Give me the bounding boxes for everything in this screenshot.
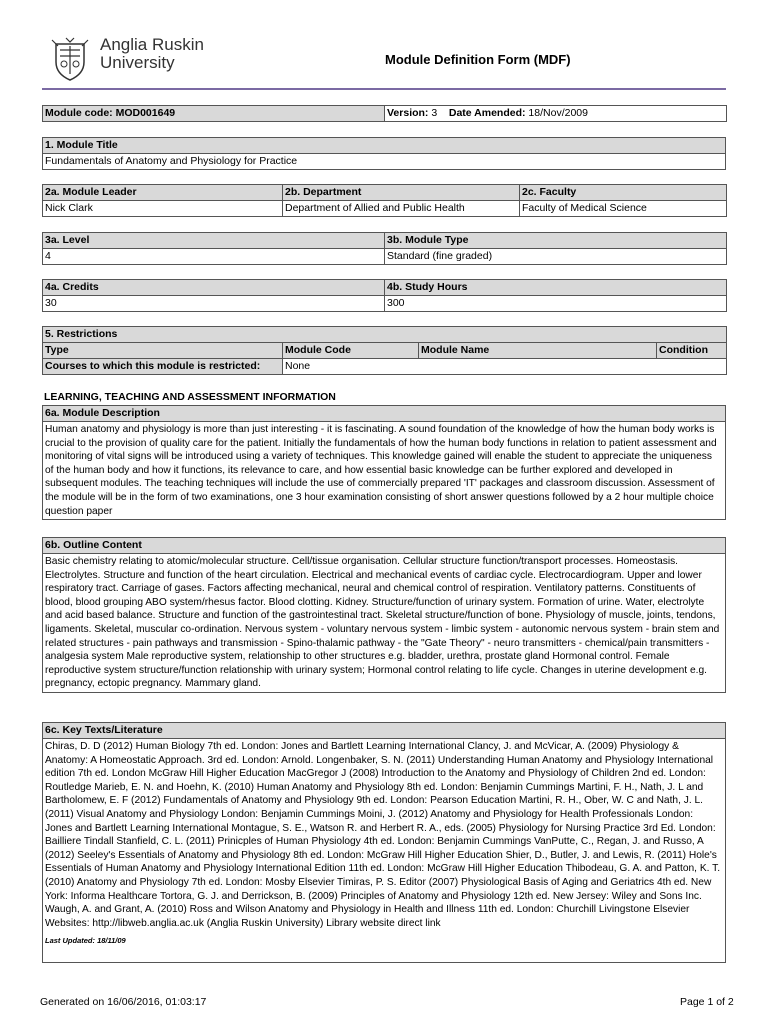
module-title-label: 1. Module Title (43, 138, 726, 154)
university-crest-icon (50, 36, 90, 82)
credits-value: 30 (43, 296, 385, 312)
credits-table (42, 279, 727, 312)
restrictions-label: 5. Restrictions (43, 327, 727, 343)
restricted-courses-label: Courses to which this module is restricted: (43, 359, 283, 375)
header-rule (42, 88, 726, 90)
credits-label: 4a. Credits (43, 280, 385, 296)
version-value: 3 (431, 107, 438, 119)
version-label: Version: (387, 107, 429, 119)
version-cell (385, 106, 727, 122)
outline-content-label: 6b. Outline Content (43, 538, 726, 554)
key-texts-label: 6c. Key Texts/Literature (43, 723, 726, 739)
faculty-value: Faculty of Medical Science (520, 201, 727, 217)
module-code-table (42, 105, 727, 122)
outline-content-table (42, 537, 726, 693)
col-type: Type (43, 343, 283, 359)
col-condition: Condition (657, 343, 727, 359)
page-number: Page 1 of 2 (680, 996, 734, 1008)
logo-wordmark (100, 36, 204, 72)
department-label: 2b. Department (283, 185, 520, 201)
date-amended-value: 18/Nov/2009 (528, 107, 588, 119)
module-leader-label: 2a. Module Leader (43, 185, 283, 201)
university-logo (50, 36, 210, 82)
module-type-value: Standard (fine graded) (385, 249, 727, 265)
restricted-courses-value: None (283, 359, 727, 375)
module-description-text: Human anatomy and physiology is more than just interesting - it is fascinating. A sound foundation of the knowledge of how the human body works is crucial to the provision of quality care for the patient. Initially the fundamentals of how the human body functions in relation to patient assessment and monitoring of vital signs will be introduced using a variety of techniques. This knowledge gained will enable the student to appreciate the uniqueness of the human body and how it functions, its relevance to care, and how essential basic knowledge can be further explored and developed in subsequent modules. The teaching techniques will include the use of commercially prepared 'IT' packages and classroom discussion. Assessment of the module will be in the form of two examinations, one 3 hour examination consisting of short answer questions followed by a 2 hour multiple choice question paper (43, 422, 726, 520)
last-updated: Last Updated: 18/11/09 (45, 936, 126, 946)
generated-timestamp: Generated on 16/06/2016, 01:03:17 (40, 996, 207, 1008)
col-module-name: Module Name (419, 343, 657, 359)
level-value: 4 (43, 249, 385, 265)
module-type-label: 3b. Module Type (385, 233, 727, 249)
level-table (42, 232, 727, 265)
lta-heading: LEARNING, TEACHING AND ASSESSMENT INFORMATION (44, 391, 336, 403)
module-title-table (42, 137, 726, 170)
key-texts-cell (43, 739, 726, 963)
study-hours-value: 300 (385, 296, 727, 312)
leader-table (42, 184, 727, 217)
module-leader-value: Nick Clark (43, 201, 283, 217)
restrictions-table (42, 326, 727, 375)
faculty-label: 2c. Faculty (520, 185, 727, 201)
module-code-cell: Module code: MOD001649 (43, 106, 385, 122)
col-module-code: Module Code (283, 343, 419, 359)
date-amended-label: Date Amended: (448, 107, 526, 119)
key-texts-table (42, 722, 726, 963)
level-label: 3a. Level (43, 233, 385, 249)
outline-content-text: Basic chemistry relating to atomic/molecular structure. Cell/tissue organisation. Cellular structure function/transport processes. Homeostasis. Electrolytes. Structure and function of the heart circulation. Electrical and mechanical events of cardiac cycle. Electrocardiogram. Upper and lower respiratory tract. Carriage of gases. Factors affecting mechanical, neural and chemical control of respiration. Ventilatory patterns. Constituents of blood, blood grouping ABO system/rhesus factor. Blood clotting. Kidney. Structure/function of urinary system. Formation of urine. Water, electrolyte and acid based balance. Structure and function of the gastrointestinal tract. Skeletal structure/function of bone. Physiology of muscle, joints, tendons, ligaments. Skeletal, muscular co-ordination. Nervous system - voluntary nervous system - limbic system - autonomic nervous system - brain stem and related structures - pain pathways and transmission - Spino-thalamic pathway - the "Gate Theory" - neuro transmitters - chemical/pain transmitters - analgesia system Male reproductive system, relationship to other structures e.g. bladder, urethra, prostate gland Hormonal control. Female reproductive system structure/function relationship with urinary system; Hormonal control relating to life cycle. Changes in uterine development e.g. pregnancy, ectopic pregnancy. Mammary gland. (43, 554, 726, 693)
module-title-value: Fundamentals of Anatomy and Physiology for Practice (43, 154, 726, 170)
module-description-label: 6a. Module Description (43, 406, 726, 422)
logo-line-1: Anglia Ruskin (100, 35, 204, 54)
key-texts-text: Chiras, D. D (2012) Human Biology 7th ed. London: Jones and Bartlett Learning International Clancy, J. and McVicar, A. (2009) Physiology & Anatomy: A Homeostatic Approach. 3rd ed. London: Arnold. Longenbaker, S. N. (2011) Understanding Human Anatomy and Physiology International edition 7th ed. London McGraw Hill Higher Education MacGregor J (2008) Introduction to the Anatomy and Physiology of Children 2nd ed. London: Routledge Marieb, E. N. and Hoehn, K. (2010) Human Anatomy and Physiology 8th ed. London: Benjamin Cummings Martini, F. H., Nath, J. L and Bartholomew, E. F (2012) Fundamentals of Anatomy and Physiology 9th ed. London: Pearson Education Martini, R. H., Ober, W. C and Nath, J. L. (2011) Visual Anatomy and Physiology London: Benjamin Cummings Moini, J. (2012) Anatomy and Physiology for Health Professionals London: Jones and Bartlett Learning International Montague, S. E., Watson R. and Herbert R. A., eds. (2005) Physiology for Nursing Practice 3rd Ed. London: Bailliere Tindall Stanfield, C. L. (2011) Prinicples of Human Physiology 4th ed. London: Benjamin Cummings VanPutte, C., Regan, J. and Russo, A (2012) Seeley's Essentials of Anatomy and Physiology 8th ed. London: McGraw Hill Higher Education Shier, D., Butler, J. and Lewis, R. (2011) Hole's Essentials of Human Anatomy and Physiology International Edition 11th ed. London: McGraw Hill Higher Education Thibodeau, G. A. and Patton, K. T. (2010) Anatomy and Physiology 7th ed. London: Mosby Elsevier Timiras, P. S. Editor (2007) Physiological Basis of Aging and Geriatrics 4th ed. New York: Informa Healthcare Tortora, G. J. and Derrickson, B. (2009) Principles of Anatomy and Physiology 12th ed. New Jersey: Wiley and Sons Inc. Waugh, A. and Grant, A. (2010) Ross and Wilson Anatomy and Physiology in Health and Illness 11th ed. London: Churchill Livingstone Elsevier Websites: http://libweb.anglia.ac.uk (Anglia Ruskin University) Library website direct link (45, 741, 721, 929)
department-value: Department of Allied and Public Health (283, 201, 520, 217)
study-hours-label: 4b. Study Hours (385, 280, 727, 296)
form-title: Module Definition Form (MDF) (385, 52, 571, 67)
logo-line-2: University (100, 53, 175, 72)
module-description-table (42, 405, 726, 520)
